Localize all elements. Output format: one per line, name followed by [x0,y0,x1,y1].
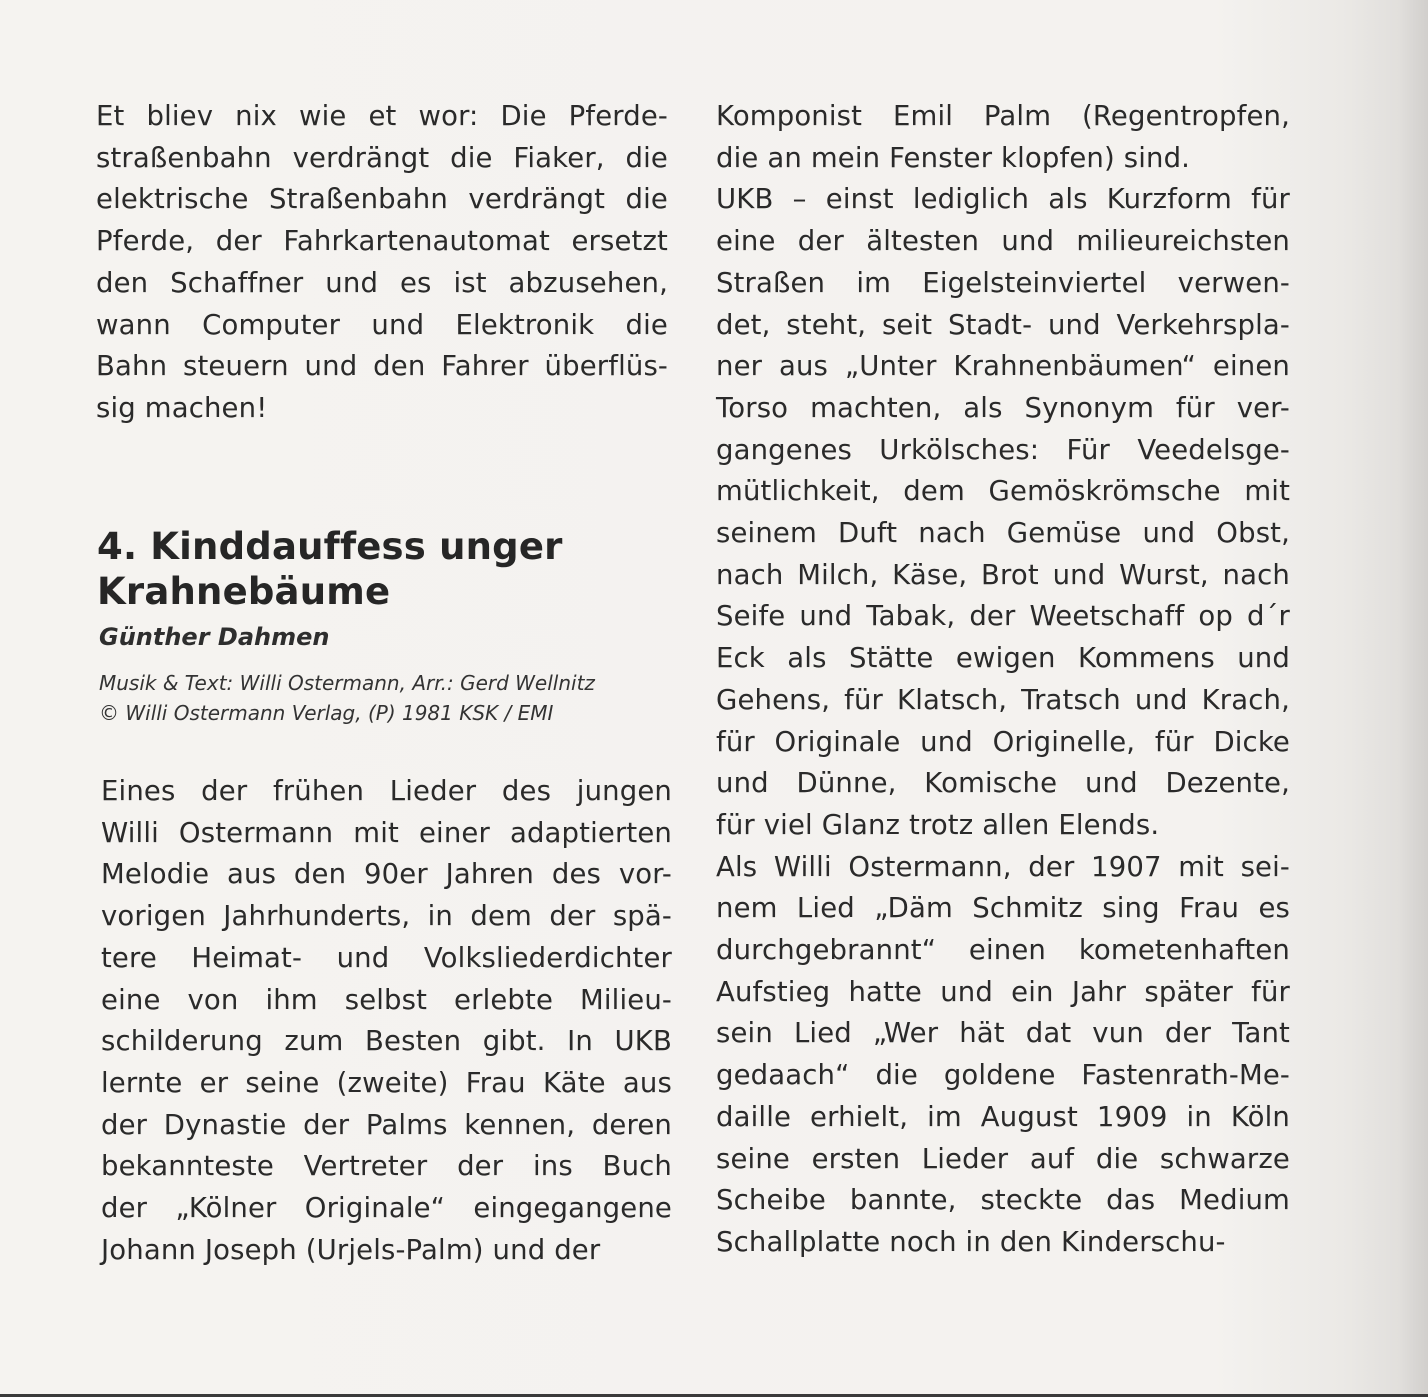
author-name: Günther Dahmen [99,623,330,651]
text-line: Willi Ostermann mit einer adaptierten [101,816,672,849]
text-line: sig machen! [96,391,268,424]
page-spine-shadow [1398,0,1428,1397]
right-paragraph-1 [716,96,1290,179]
credits-line1: Musik & Text: Willi Ostermann, Arr.: Gerd Wellnitz [99,671,595,695]
text-line: seine ersten Lieder auf die schwarze [716,1142,1290,1175]
text-line: UKB – einst lediglich als Kurzform für [716,183,1290,216]
text-line: gangenes Urkölsches: Für Veedelsge- [716,433,1290,466]
section-title [97,524,677,614]
text-line: für viel Glanz trotz allen Elends. [716,808,1160,841]
text-line: daille erhielt, im August 1909 in Köln [716,1100,1290,1133]
text-line: Eck als Stätte ewigen Kommens und [716,642,1290,675]
text-line: nem Lied „Däm Schmitz sing Frau es [716,892,1290,925]
text-line: für Originale und Originelle, für Dicke [716,725,1290,758]
section-title-line1: 4. Kinddauffess unger [97,525,563,568]
text-line: Et bliev nix wie et wor: Die Pferde- [96,100,668,132]
text-line: lernte er seine (zweite) Frau Käte aus [101,1066,672,1099]
text-line: der „Kölner Originale“ eingegangene [101,1192,672,1225]
text-line: Als Willi Ostermann, der 1907 mit sei- [716,850,1290,883]
text-line: Seife und Tabak, der Weetschaff op d´r [716,600,1290,633]
text-line: die an mein Fenster klopfen) sind. [716,141,1191,174]
text-line: der Dynastie der Palms kennen, deren [101,1108,672,1141]
text-line: Torso machten, als Synonym für ver- [716,391,1290,424]
text-line: Aufstieg hatte und ein Jahr später für [716,975,1290,1008]
text-line: det, steht, seit Stadt- und Verkehrspla- [716,308,1290,341]
text-line: gedaach“ die goldene Fastenrath-Me- [716,1059,1290,1092]
intro-paragraph [96,96,668,430]
song-section-header [97,524,677,728]
text-line: Komponist Emil Palm (Regentropfen, [716,100,1290,132]
text-line: sein Lied „Wer hät dat vun der Tant [716,1017,1290,1050]
text-line: vorigen Jahrhunderts, in dem der spä- [101,900,672,933]
text-line: Scheibe bannte, steckte das Medium [716,1184,1290,1217]
text-line: Johann Joseph (Urjels-Palm) und der [101,1233,601,1266]
text-line: wann Computer und Elektronik die [96,308,668,341]
right-column [716,96,1290,1264]
text-line: Straßen im Eigelsteinviertel verwen- [716,266,1290,299]
song-credits [99,668,677,728]
text-line: eine von ihm selbst erlebte Milieu- [101,983,672,1016]
left-column-intro [96,96,668,430]
text-line: bekannteste Vertreter der ins Buch [101,1150,672,1183]
text-line: Gehens, für Klatsch, Tratsch und Krach, [716,683,1290,716]
text-line: den Schaffner und es ist abzusehen, [96,266,668,299]
text-line: eine der ältesten und milieureichsten [716,225,1290,258]
text-line: Schallplatte noch in den Kinderschu- [716,1225,1226,1258]
text-line: elektrische Straßenbahn verdrängt die [96,183,668,216]
section-title-line2: Krahnebäume [97,570,391,613]
text-line: ner aus „Unter Krahnenbäumen“ einen [716,350,1290,383]
right-paragraph-2 [716,179,1290,846]
text-line: tere Heimat- und Volksliederdichter [101,941,672,974]
body-paragraph [101,771,672,1271]
text-line: Melodie aus den 90er Jahren des vor- [101,858,672,891]
text-line: seinem Duft nach Gemüse und Obst, [716,517,1290,550]
text-line: durchgebrannt“ einen kometenhaften [716,934,1290,967]
text-line: Eines der frühen Lieder des jungen [101,775,672,807]
text-line: nach Milch, Käse, Brot und Wurst, nach [716,558,1290,591]
text-line: schilderung zum Besten gibt. In UKB [101,1025,672,1058]
credits-line2: © Willi Ostermann Verlag, (P) 1981 KSK / EMI [99,701,554,725]
right-paragraph-3 [716,847,1290,1264]
text-line: und Dünne, Komische und Dezente, [716,767,1290,800]
text-line: Bahn steuern und den Fahrer überflüs- [96,350,668,383]
text-line: Pferde, der Fahrkartenautomat ersetzt [96,225,668,258]
text-line: mütlichkeit, dem Gemöskrömsche mit [716,475,1290,508]
left-column-body [101,771,672,1271]
text-line: straßenbahn verdrängt die Fiaker, die [96,141,668,174]
